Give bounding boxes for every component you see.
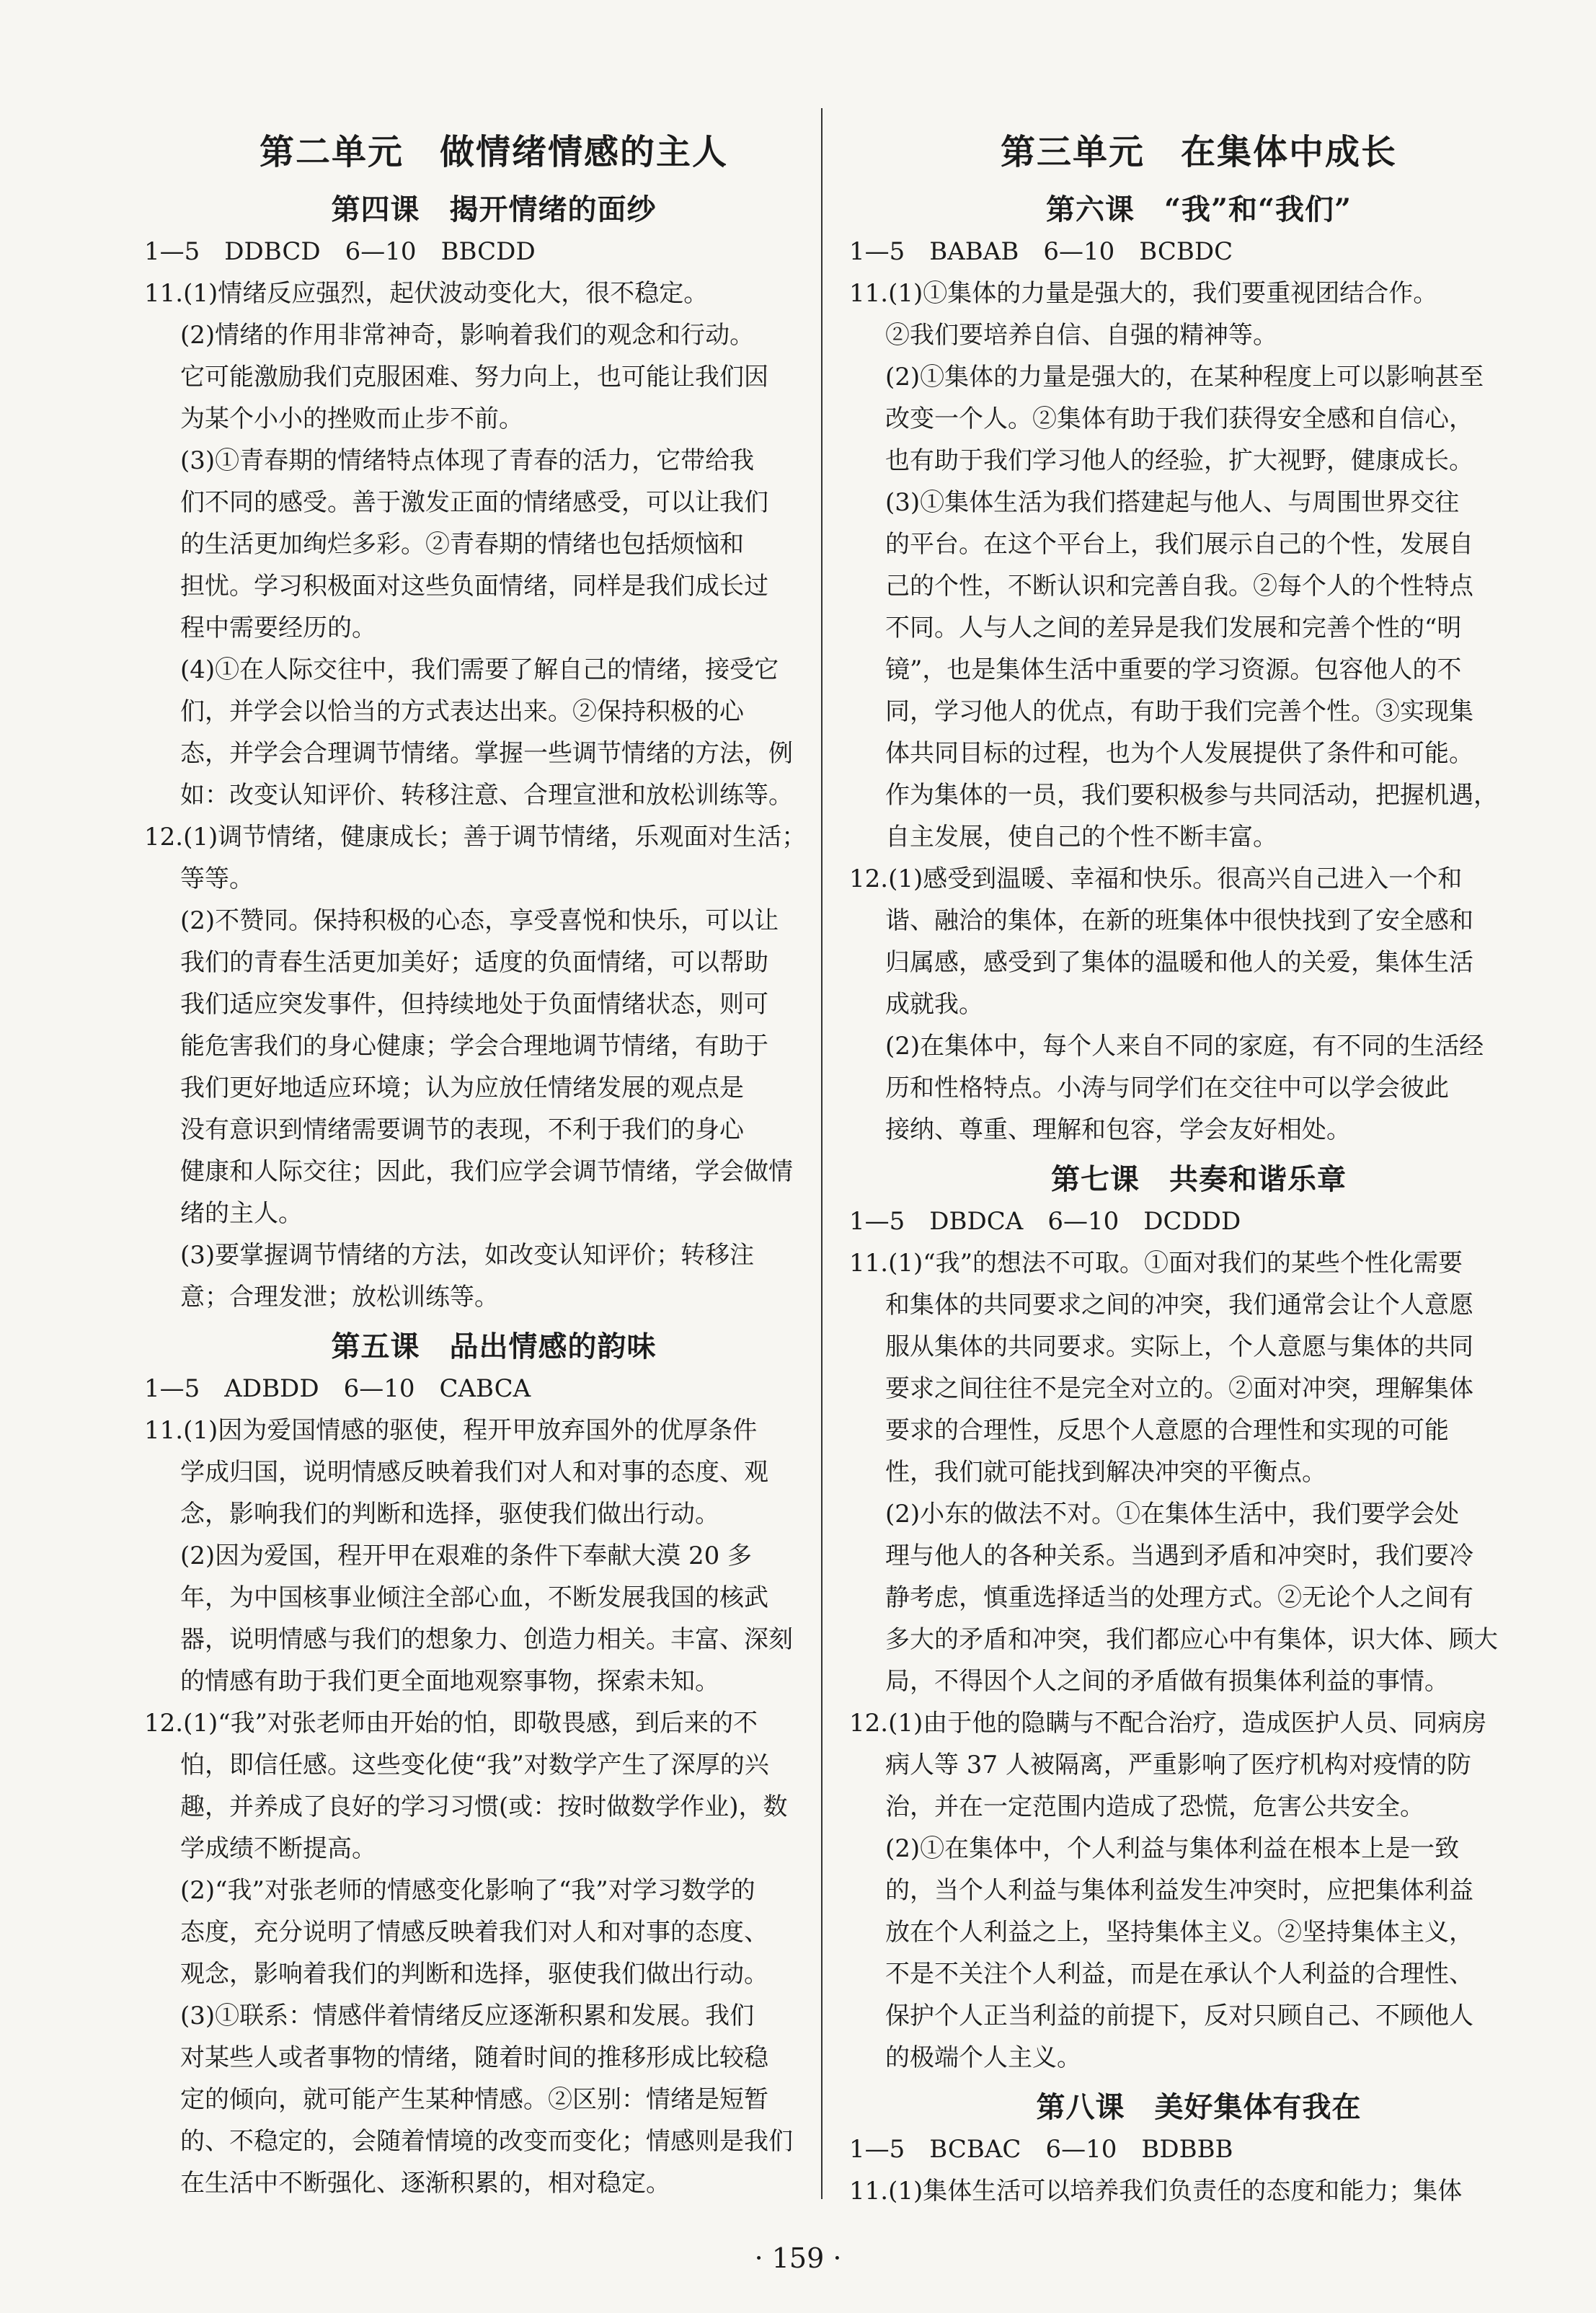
answer-text-line: 治，并在一定范围内造成了恐慌，危害公共安全。: [885, 1792, 1424, 1821]
answer-text-line: 意；合理发泄；放松训练等。: [180, 1283, 499, 1312]
answer-text-line: 们不同的感受。善于激发正面的情绪感受，可以让我们: [180, 488, 768, 517]
answer-text-line: 它可能激励我们克服困难、努力向上，也可能让我们因: [180, 363, 768, 392]
answer-text-line: 病人等 37 人被隔离，严重影响了医疗机构对疫情的防: [885, 1751, 1471, 1779]
answer-text-line: (3)①青春期的情绪特点体现了青春的活力，它带给我: [180, 446, 755, 475]
answer-text-line: 服从集体的共同要求。实际上，个人意愿与集体的共同: [885, 1332, 1473, 1361]
answer-text-line: (2)小东的做法不对。①在集体生活中，我们要学会处: [885, 1500, 1460, 1529]
answer-text-line: 多大的矛盾和冲突，我们都应心中有集体，识大体、顾大: [885, 1625, 1498, 1654]
answer-key-line: 1—5 BCBAC 6—10 BDBBB: [849, 2135, 1233, 2164]
right-column: [849, 115, 1548, 2212]
answer-text-line: 要求的合理性，反思个人意愿的合理性和实现的可能: [885, 1416, 1449, 1445]
lesson-title: 第五课 品出情感的韵味: [331, 1330, 657, 1363]
answer-text-line: 的生活更加绚烂多彩。②青春期的情绪也包括烦恼和: [180, 530, 744, 559]
answer-text-line: 同，学习他人的优点，有助于我们完善个性。③实现集: [885, 697, 1473, 726]
answer-text-line: 的平台。在这个平台上，我们展示自己的个性，发展自: [885, 530, 1473, 559]
answer-text-line: 态，并学会合理调节情绪。掌握一些调节情绪的方法，例: [180, 739, 793, 768]
answer-text-line: 如：改变认知评价、转移注意、合理宣泄和放松训练等。: [180, 781, 793, 810]
answer-text-line: 归属感，感受到了集体的温暖和他人的关爱，集体生活: [885, 948, 1473, 977]
answer-text-line: 保护个人正当利益的前提下，反对只顾自己、不顾他人: [885, 2002, 1473, 2030]
answer-key-line: 1—5 ADBDD 6—10 CABCA: [144, 1374, 531, 1403]
answer-text-line: 11.(1)①集体的力量是强大的，我们要重视团结合作。: [849, 279, 1438, 308]
answer-text-line: 们，并学会以恰当的方式表达出来。②保持积极的心: [180, 697, 744, 726]
answer-text-line: 念，影响我们的判断和选择，驱使我们做出行动。: [180, 1500, 719, 1529]
answer-key-line: 1—5 DDBCD 6—10 BBCDD: [144, 237, 536, 266]
answer-text-line: 等等。: [180, 864, 254, 893]
answer-text-line: 12.(1)由于他的隐瞒与不配合治疗，造成医护人员、同病房: [849, 1709, 1487, 1738]
answer-text-line: 和集体的共同要求之间的冲突，我们通常会让个人意愿: [885, 1291, 1473, 1319]
answer-text-line: 能危害我们的身心健康；学会合理地调节情绪，有助于: [180, 1032, 768, 1061]
answer-text-line: 我们的青春生活更加美好；适度的负面情绪，可以帮助: [180, 948, 768, 977]
left-column: [144, 115, 843, 2204]
lesson-title: 第七课 共奏和谐乐章: [1051, 1162, 1347, 1196]
answer-text-line: (3)①集体生活为我们搭建起与他人、与周围世界交往: [885, 488, 1460, 517]
lesson-title: 第四课 揭开情绪的面纱: [331, 193, 657, 226]
answer-text-line: 成就我。: [885, 990, 983, 1019]
answer-text-line: 11.(1)集体生活可以培养我们负责任的态度和能力；集体: [849, 2177, 1463, 2206]
answer-text-line: 历和性格特点。小涛与同学们在交往中可以学会彼此: [885, 1074, 1449, 1102]
answer-text-line: (2)不赞同。保持积极的心态，享受喜悦和快乐，可以让: [180, 906, 779, 935]
answer-text-line: (4)①在人际交往中，我们需要了解自己的情绪，接受它: [180, 655, 779, 684]
answer-text-line: 不同。人与人之间的差异是我们发展和完善个性的“明: [885, 614, 1462, 642]
answer-text-line: 学成归国，说明情感反映着我们对人和对事的态度、观: [180, 1458, 768, 1487]
answer-text-line: 为某个小小的挫败而止步不前。: [180, 404, 523, 433]
answer-text-line: 也有助于我们学习他人的经验，扩大视野，健康成长。: [885, 446, 1473, 475]
answer-key-line: 1—5 DBDCA 6—10 DCDDD: [849, 1207, 1241, 1236]
answer-text-line: 我们适应突发事件，但持续地处于负面情绪状态，则可: [180, 990, 768, 1019]
answer-text-line: 不是不关注个人利益，而是在承认个人利益的合理性、: [885, 1960, 1473, 1989]
answer-text-line: 年，为中国核事业倾注全部心血，不断发展我国的核武: [180, 1583, 768, 1612]
answer-text-line: 理与他人的各种关系。当遇到矛盾和冲突时，我们要冷: [885, 1542, 1473, 1570]
unit-title: 第二单元 做情绪情感的主人: [259, 132, 728, 172]
answer-text-line: 谐、融洽的集体，在新的班集体中很快找到了安全感和: [885, 906, 1473, 935]
page-number: · 159 ·: [754, 2242, 842, 2274]
answer-text-line: 程中需要经历的。: [180, 614, 376, 642]
answer-text-line: 接纳、尊重、理解和包容，学会友好相处。: [885, 1115, 1351, 1144]
answer-text-line: 怕，即信任感。这些变化使“我”对数学产生了深厚的兴: [180, 1751, 769, 1779]
answer-text-line: 放在个人利益之上，坚持集体主义。②坚持集体主义，: [885, 1918, 1473, 1947]
answer-text-line: 12.(1)感受到温暖、幸福和快乐。很高兴自己进入一个和: [849, 864, 1463, 893]
answer-text-line: 健康和人际交往；因此，我们应学会调节情绪，学会做情: [180, 1157, 793, 1186]
answer-text-line: 局，不得因个人之间的矛盾做有损集体利益的事情。: [885, 1667, 1449, 1696]
answer-text-line: (2)在集体中，每个人来自不同的家庭，有不同的生活经: [885, 1032, 1484, 1061]
answer-text-line: 态度，充分说明了情感反映着我们对人和对事的态度、: [180, 1918, 768, 1947]
answer-text-line: 器，说明情感与我们的想象力、创造力相关。丰富、深刻: [180, 1625, 793, 1654]
answer-text-line: 我们更好地适应环境；认为应放任情绪发展的观点是: [180, 1074, 744, 1102]
answer-text-line: (2)因为爱国，程开甲在艰难的条件下奉献大漠 20 多: [180, 1542, 753, 1570]
answer-text-line: (2)“我”对张老师的情感变化影响了“我”对学习数学的: [180, 1876, 755, 1905]
answer-text-line: 的、不稳定的，会随着情境的改变而变化；情感则是我们: [180, 2127, 793, 2156]
answer-text-line: 没有意识到情绪需要调节的表现，不利于我们的身心: [180, 1115, 744, 1144]
answer-text-line: 的极端个人主义。: [885, 2043, 1081, 2072]
answer-text-line: 观念，影响着我们的判断和选择，驱使我们做出行动。: [180, 1960, 768, 1989]
answer-text-line: ②我们要培养自信、自强的精神等。: [885, 321, 1277, 350]
answer-text-line: 要求之间往往不是完全对立的。②面对冲突，理解集体: [885, 1374, 1473, 1403]
answer-text-line: 11.(1)“我”的想法不可取。①面对我们的某些个性化需要: [849, 1249, 1463, 1278]
lesson-title: 第八课 美好集体有我在: [1036, 2090, 1362, 2124]
answer-text-line: (3)①联系：情感伴着情绪反应逐渐积累和发展。我们: [180, 2002, 755, 2030]
answer-text-line: (2)①集体的力量是强大的，在某种程度上可以影响甚至: [885, 363, 1484, 392]
unit-title: 第三单元 在集体中成长: [1000, 132, 1397, 172]
answer-text-line: 定的倾向，就可能产生某种情感。②区别：情绪是短暂: [180, 2085, 768, 2114]
answer-text-line: 在生活中不断强化、逐渐积累的，相对稳定。: [180, 2169, 670, 2198]
answer-text-line: 己的个性，不断认识和完善自我。②每个人的个性特点: [885, 572, 1473, 601]
answer-text-line: 对某些人或者事物的情绪，随着时间的推移形成比较稳: [180, 2043, 768, 2072]
answer-text-line: 镜”，也是集体生活中重要的学习资源。包容他人的不: [885, 655, 1462, 684]
answer-text-line: 学成绩不断提高。: [180, 1834, 376, 1863]
answer-text-line: 性，我们就可能找到解决冲突的平衡点。: [885, 1458, 1326, 1487]
answer-text-line: 担忧。学习积极面对这些负面情绪，同样是我们成长过: [180, 572, 768, 601]
answer-text-line: 静考虑，慎重选择适当的处理方式。②无论个人之间有: [885, 1583, 1473, 1612]
answer-text-line: 改变一个人。②集体有助于我们获得安全感和自信心，: [885, 404, 1473, 433]
answer-text-line: (3)要掌握调节情绪的方法，如改变认知评价；转移注: [180, 1241, 755, 1270]
answer-text-line: 作为集体的一员，我们要积极参与共同活动，把握机遇，: [885, 781, 1498, 810]
answer-text-line: 绪的主人。: [180, 1199, 303, 1228]
answer-text-line: 趣，并养成了良好的学习习惯(或：按时做数学作业)，数: [180, 1792, 788, 1821]
answer-key-line: 1—5 BABAB 6—10 BCBDC: [849, 237, 1233, 266]
answer-text-line: (2)①在集体中，个人利益与集体利益在根本上是一致: [885, 1834, 1460, 1863]
answer-text-line: 的，当个人利益与集体利益发生冲突时，应把集体利益: [885, 1876, 1473, 1905]
answer-text-line: 11.(1)情绪反应强烈，起伏波动变化大，很不稳定。: [144, 279, 709, 308]
answer-text-line: 12.(1)调节情绪，健康成长；善于调节情绪，乐观面对生活；: [144, 823, 807, 852]
answer-text-line: 体共同目标的过程，也为个人发展提供了条件和可能。: [885, 739, 1473, 768]
answer-text-line: 的情感有助于我们更全面地观察事物，探索未知。: [180, 1667, 719, 1696]
lesson-title: 第六课 “我”和“我们”: [1045, 193, 1352, 226]
answer-text-line: 11.(1)因为爱国情感的驱使，程开甲放弃国外的优厚条件: [144, 1416, 758, 1445]
answer-text-line: 12.(1)“我”对张老师由开始的怕，即敬畏感，到后来的不: [144, 1709, 758, 1738]
answer-text-line: 自主发展，使自己的个性不断丰富。: [885, 823, 1277, 852]
answer-text-line: (2)情绪的作用非常神奇，影响着我们的观念和行动。: [180, 321, 755, 350]
